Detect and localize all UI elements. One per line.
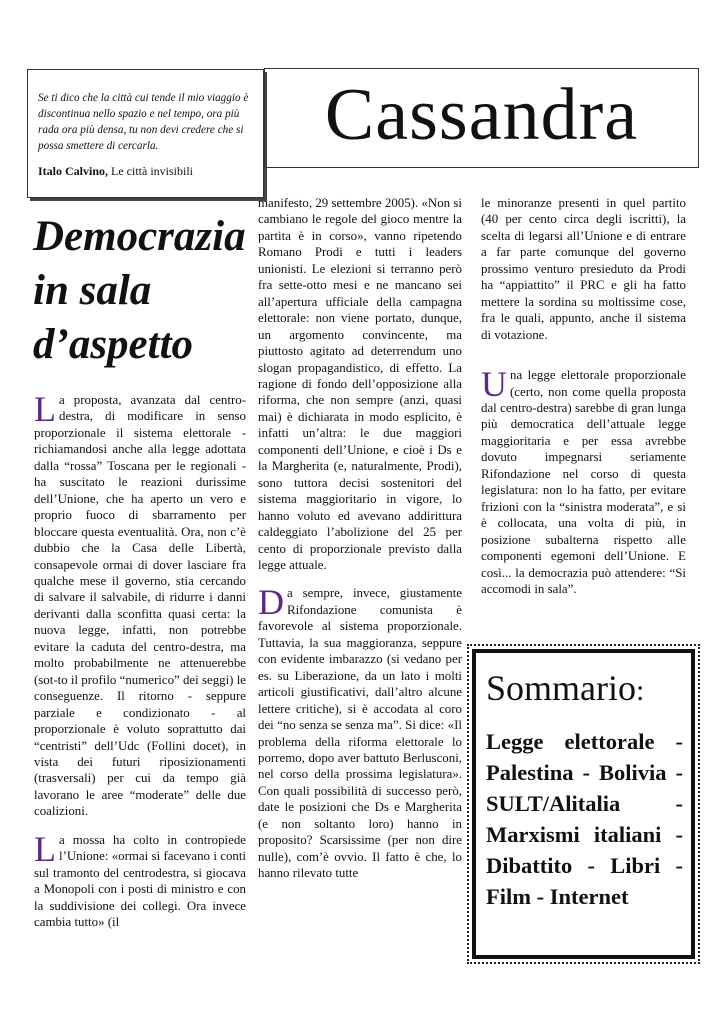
article-paragraph: [258, 582, 462, 881]
masthead: [264, 68, 699, 168]
paragraph-text: a sempre, invece, giustamente Rifondazione comunista è favorevole al sistema proporzionale. Tuttavia, la sua maggioranza, seppure con evidente imbarazzo (si vedano per es. su Liberazione, da un lato i molti articoli giustificativi, dall’altro alcune lettere critiche), si è accodata al coro dei “no senza se senza ma”. Si dice: «Il problema della riforma elettorale lo porremo, dopo aver battuto Berlusconi, nel corso della prossima legislatura». Con quali possibilità di successo però, date le posizioni che Ds e Margherita (e non soltanto loro) hanno in proposito? Scarsissime (per non dire nulle), com’è ovvio. Il fatto è che, lo hanno rilevato tutte: [258, 586, 462, 881]
article-column-3: [481, 195, 686, 597]
drop-cap: D: [258, 582, 284, 623]
toc-title-colon: :: [636, 674, 645, 707]
paragraph-text: a proposta, avanzata dal centro-destra, di modificare in senso proporzionale il sistema elettorale - richiamandosi anche alla legge adottata dalla “rossa” Toscana per le regionali - ha suscitato le reazioni durissime dell’Unione, che ha aperto un vero e proprio fuoco di sbarramento per bloccare questa eventualità. Ora, non c’è dubbio che la Casa delle Libertà, consapevole ormai di dover lasciare fra qualche mese il governo, stia cercando di salvare il salvabile, di ridurre i danni derivanti dalla sconfitta quasi certa: la nuova legge, infatti, non potrebbe evitare la caduta del centro-destra, ma molto probabilmente ne attenuerebbe (sot-to il profilo “numerico” dei seggi) le conseguenze. Il ritorno - seppure parziale e condizionato - al proporzionale è voluto soprattutto dai “centristi” dell’Udc (Follini docet), in vista dei futuri riposizionamenti (trasversali) per cui da tempo già lavorano le aree “moderate” delle due coalizioni.: [34, 393, 246, 819]
masthead-title: Cassandra: [324, 73, 639, 156]
article-paragraph: manifesto, 29 settembre 2005). «Non si cambiano le regole del gioco mentre la partita è in corso», vanno ripetendo Romano Prodi e tutti i leaders unionisti. Le elezioni si terranno però fra sette-otto mesi e ne mancano sei all’apertura ufficiale della campagna elettorale: non viene portato, dunque, un argomento convincente, ma piuttosto agitato ad deterrendum uno slogan propagandistico, di effetto. La ragione di fondo dell’opposizione alla riforma, che non sempre (anzi, quasi mai) è dichiarata in modo esplicito, è infatti un’altra: le due maggiori componenti dell’Unione, e cioè i Ds e la Margherita (e, naturalmente, Prodi), sono tuttora decisi sostenitori del sistema maggioritario in vigore, lo hanno voluto ed avevano addirittura caldeggiato l’abolizione del 25 per cento di proporzionale previsto dalla legge attuale.: [258, 196, 462, 572]
epigraph-box: [27, 69, 264, 198]
epigraph-attribution: [38, 164, 257, 179]
article-headline: Democrazia in sala d’aspetto: [33, 213, 246, 368]
article-paragraph: [34, 389, 246, 820]
article-column-1: [34, 389, 246, 931]
paragraph-text: a mossa ha colto in contropiede l’Unione: «ormai si facevano i conti sul tramonto del centrodestra, si giocava a Monopoli con i posti di ministro e con la suddivisione dei collegi. Ora invece cambia tutto» (il: [34, 832, 246, 930]
toc-title: [486, 667, 683, 712]
epigraph-text: Se ti dico che la città cui tende il mio viaggio è discontinua nello spazio e nel tempo, ora più rada ora più densa, tu non devi credere che si possa smettere di cercarla.: [38, 92, 249, 152]
drop-cap: L: [34, 828, 56, 869]
article-column-2: [258, 195, 462, 882]
paragraph-text: na legge elettorale proporzionale (certo, non come quella proposta dal centro-destra) sarebbe di gran lunga più democratica dell’attuale legge maggioritaria e per essa avrebbe dovuto impegnarsi seriamente Rifondazione nel corso di questa legislatura: non lo ha fatto, per evitare frizioni con la “sinistra moderata”, e si è collocata, una volta di più, in posizione subalterna rispetto alle componenti egemoni dell’Unione. E così... la democrazia può attendere: “Si accomodi in sala”.: [481, 368, 686, 596]
toc-title-text: Sommario: [486, 668, 636, 708]
table-of-contents-box: [472, 649, 695, 959]
drop-cap: L: [34, 389, 56, 429]
epigraph-work: Le città invisibili: [111, 164, 193, 178]
drop-cap: U: [481, 364, 507, 405]
article-paragraph: le minoranze presenti in quel partito (40 per cento circa degli iscritti), la scelta di legarsi all’Unione e di entrare a far parte comunque del governo prossimo venturo presieduto da Prodi ha “appiattito” il PRC e gli ha fatto mettere la sordina su moltissime cose, fra le quali, appunto, anche il sistema di votazione.: [481, 196, 686, 342]
toc-items: Legge elettorale - Palestina - Bolivia - SULT/Alitalia - Marxismi italiani - Dibattito - Libri - Film - Internet: [486, 729, 683, 909]
epigraph-author: Italo Calvino,: [38, 164, 109, 178]
article-paragraph: [481, 364, 686, 597]
article-paragraph: [34, 828, 246, 931]
